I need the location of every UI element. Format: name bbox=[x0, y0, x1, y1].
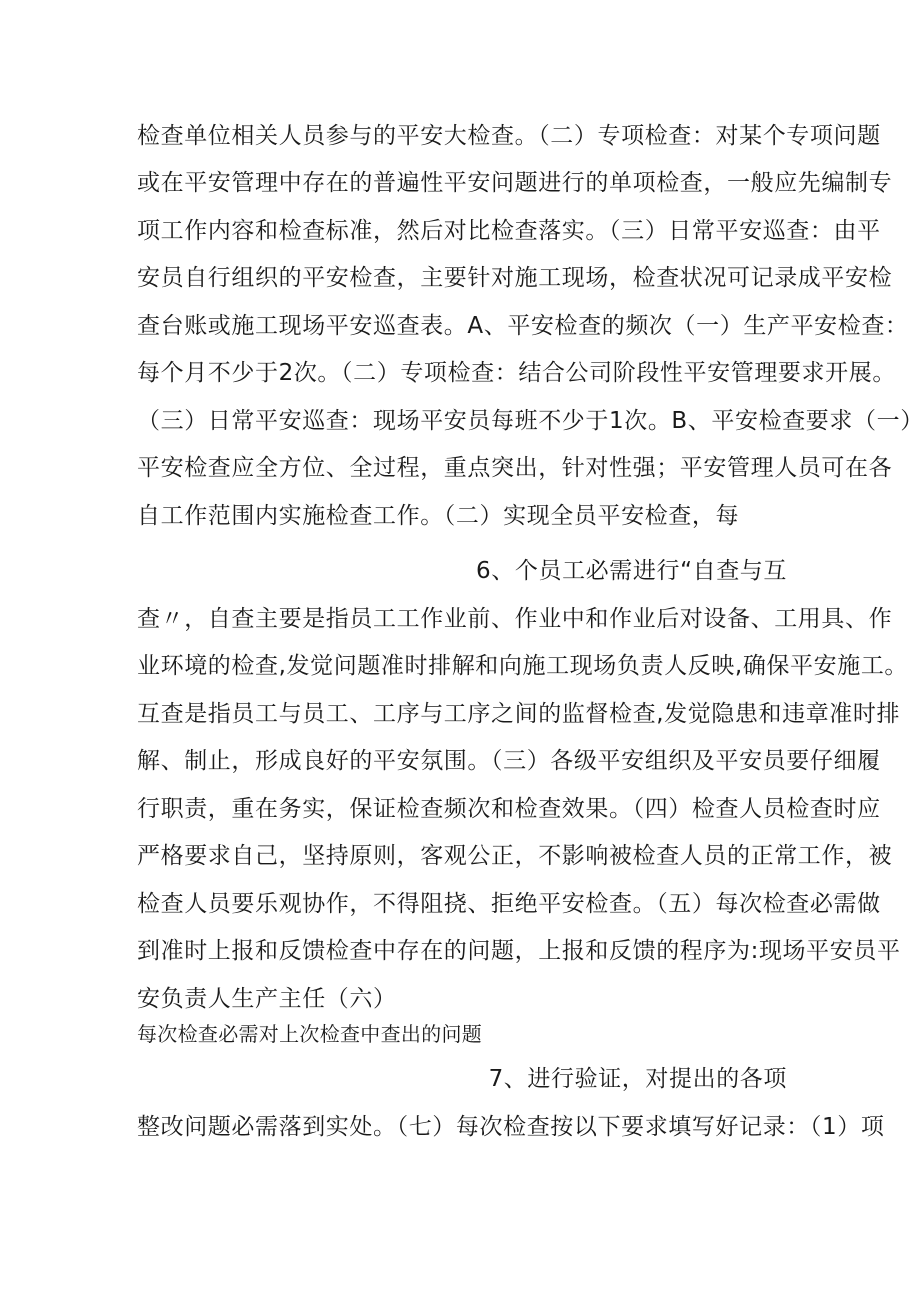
text-line-5: 查台账或施工现场平安巡查表。A、平安检查的频次（一）生产平安检查： bbox=[137, 313, 909, 339]
text-line-12: 业环境的检查,发觉问题准时排解和向施工现场负责人反映,确保平安施工。 bbox=[137, 653, 909, 679]
text-line-16: 严格要求自己，坚持原则，客观公正，不影响被检查人员的正常工作，被 bbox=[137, 843, 893, 869]
text-line-1: 检查单位相关人员参与的平安大检查。（二）专项检查：对某个专项问题 bbox=[137, 123, 881, 149]
text-line-3: 项工作内容和检查标准，然后对比检查落实。（三）日常平安巡查：由平 bbox=[137, 218, 881, 244]
section-6-heading-line: 6、个员工必需进行“自查与互 bbox=[476, 558, 787, 584]
text-line-11: 查〃，自查主要是指员工工作业前、作业中和作业后对设备、工用具、作 bbox=[137, 606, 893, 632]
text-line-13: 互查是指员工与员工、工序与工序之间的监督检查,发觉隐患和违章准时排 bbox=[137, 701, 901, 727]
text-line-22: 整改问题必需落到实处。（七）每次检查按以下要求填写好记录：（1）项 bbox=[137, 1114, 885, 1140]
text-line-6: 每个月不少于2次。（二）专项检查：结合公司阶段性平安管理要求开展。 bbox=[137, 360, 896, 386]
text-line-4: 安员自行组织的平安检查，主要针对施工现场，检查状况可记录成平安检 bbox=[137, 265, 893, 291]
text-line-7: （三）日常平安巡查：现场平安员每班不少于1次。B、平安检查要求（一） bbox=[137, 408, 924, 434]
text-line-15: 行职责，重在务实，保证检查频次和检查效果。（四）检查人员检查时应 bbox=[137, 796, 881, 822]
text-line-2: 或在平安管理中存在的普遍性平安问题进行的单项检查，一般应先编制专 bbox=[137, 170, 893, 196]
section-7-heading-line: 7、进行验证，对提出的各项 bbox=[488, 1066, 787, 1092]
text-line-18: 到准时上报和反馈检查中存在的问题，上报和反馈的程序为:现场平安员平 bbox=[137, 938, 901, 964]
text-line-17: 检查人员要乐观协作，不得阻挠、拒绝平安检查。（五）每次检查必需做 bbox=[137, 891, 881, 917]
text-line-9: 自工作范围内实施检查工作。（二）实现全员平安检查，每 bbox=[137, 503, 740, 529]
text-line-20: 每次检查必需对上次检查中查出的问题 bbox=[137, 1022, 483, 1046]
text-line-8: 平安检查应全方位、全过程，重点突出，针对性强；平安管理人员可在各 bbox=[137, 455, 893, 481]
text-line-14: 解、制止，形成良好的平安氛围。（三）各级平安组织及平安员要仔细履 bbox=[137, 748, 881, 774]
text-line-19: 安负责人生产主任（六） bbox=[137, 986, 397, 1012]
